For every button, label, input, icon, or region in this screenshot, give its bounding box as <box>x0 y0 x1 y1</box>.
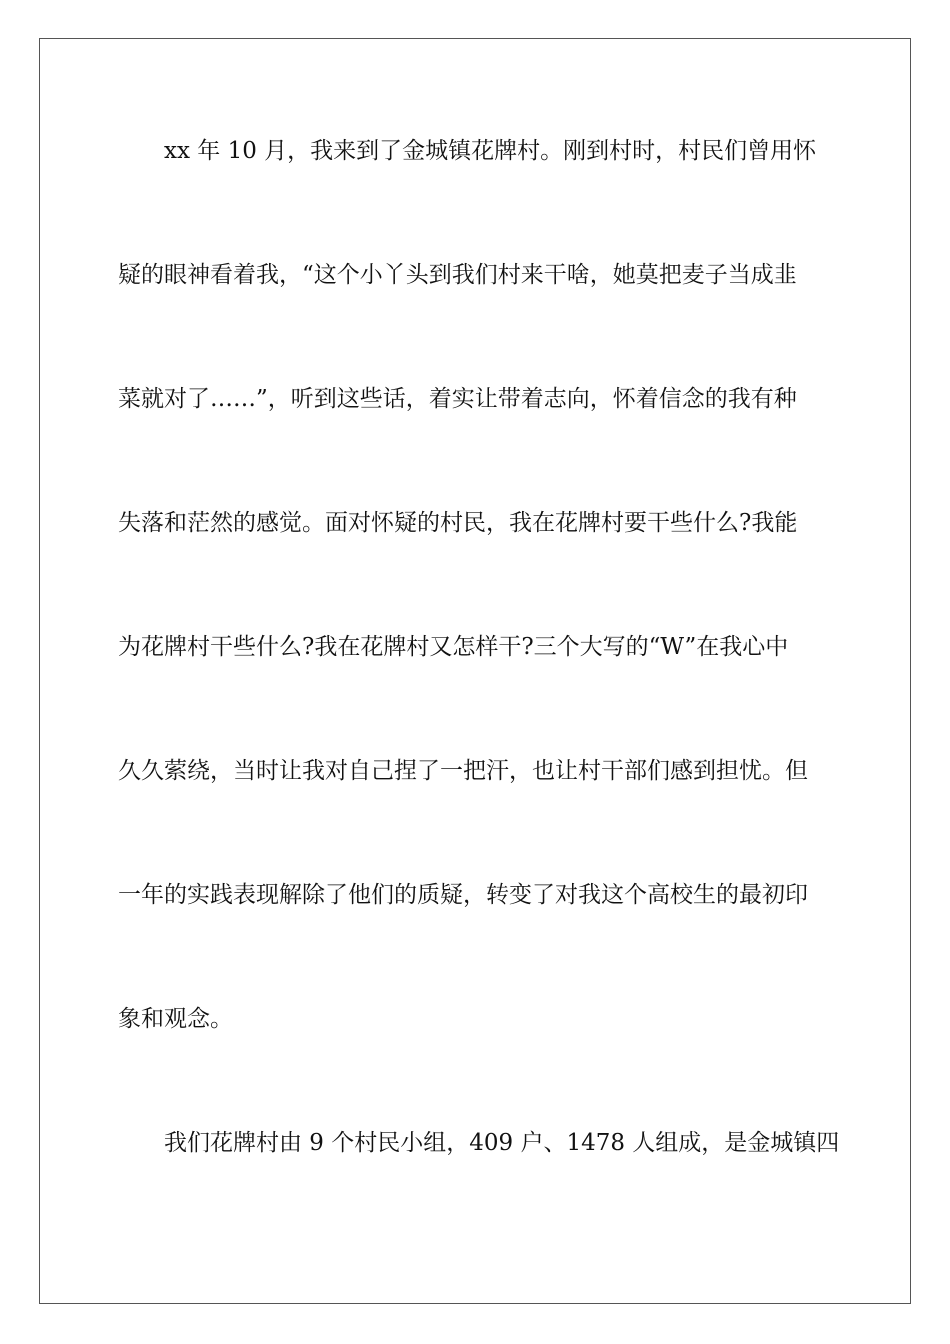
paragraph-1-line-7: 一年的实践表现解除了他们的质疑，转变了对我这个高校生的最初印 <box>118 882 808 908</box>
page-border <box>39 38 911 1304</box>
paragraph-1-line-4: 失落和茫然的感觉。面对怀疑的村民，我在花牌村要干些什么?我能 <box>118 510 798 536</box>
paragraph-1-line-6: 久久萦绕，当时让我对自己捏了一把汗，也让村干部们感到担忧。但 <box>118 758 808 784</box>
paragraph-2-line-1: 我们花牌村由 9 个村民小组，409 户、1478 人组成，是金城镇四 <box>164 1130 840 1156</box>
paragraph-1-line-1: xx 年 10 月，我来到了金城镇花牌村。刚到村时，村民们曾用怀 <box>164 138 817 164</box>
paragraph-1-line-5: 为花牌村干些什么?我在花牌村又怎样干?三个大写的“W”在我心中 <box>118 634 789 660</box>
paragraph-1-line-8: 象和观念。 <box>118 1006 233 1032</box>
paragraph-1-line-2: 疑的眼神看着我，“这个小丫头到我们村来干啥，她莫把麦子当成韭 <box>118 262 797 288</box>
paragraph-1-line-3: 菜就对了……”，听到这些话，着实让带着志向，怀着信念的我有种 <box>118 386 797 412</box>
